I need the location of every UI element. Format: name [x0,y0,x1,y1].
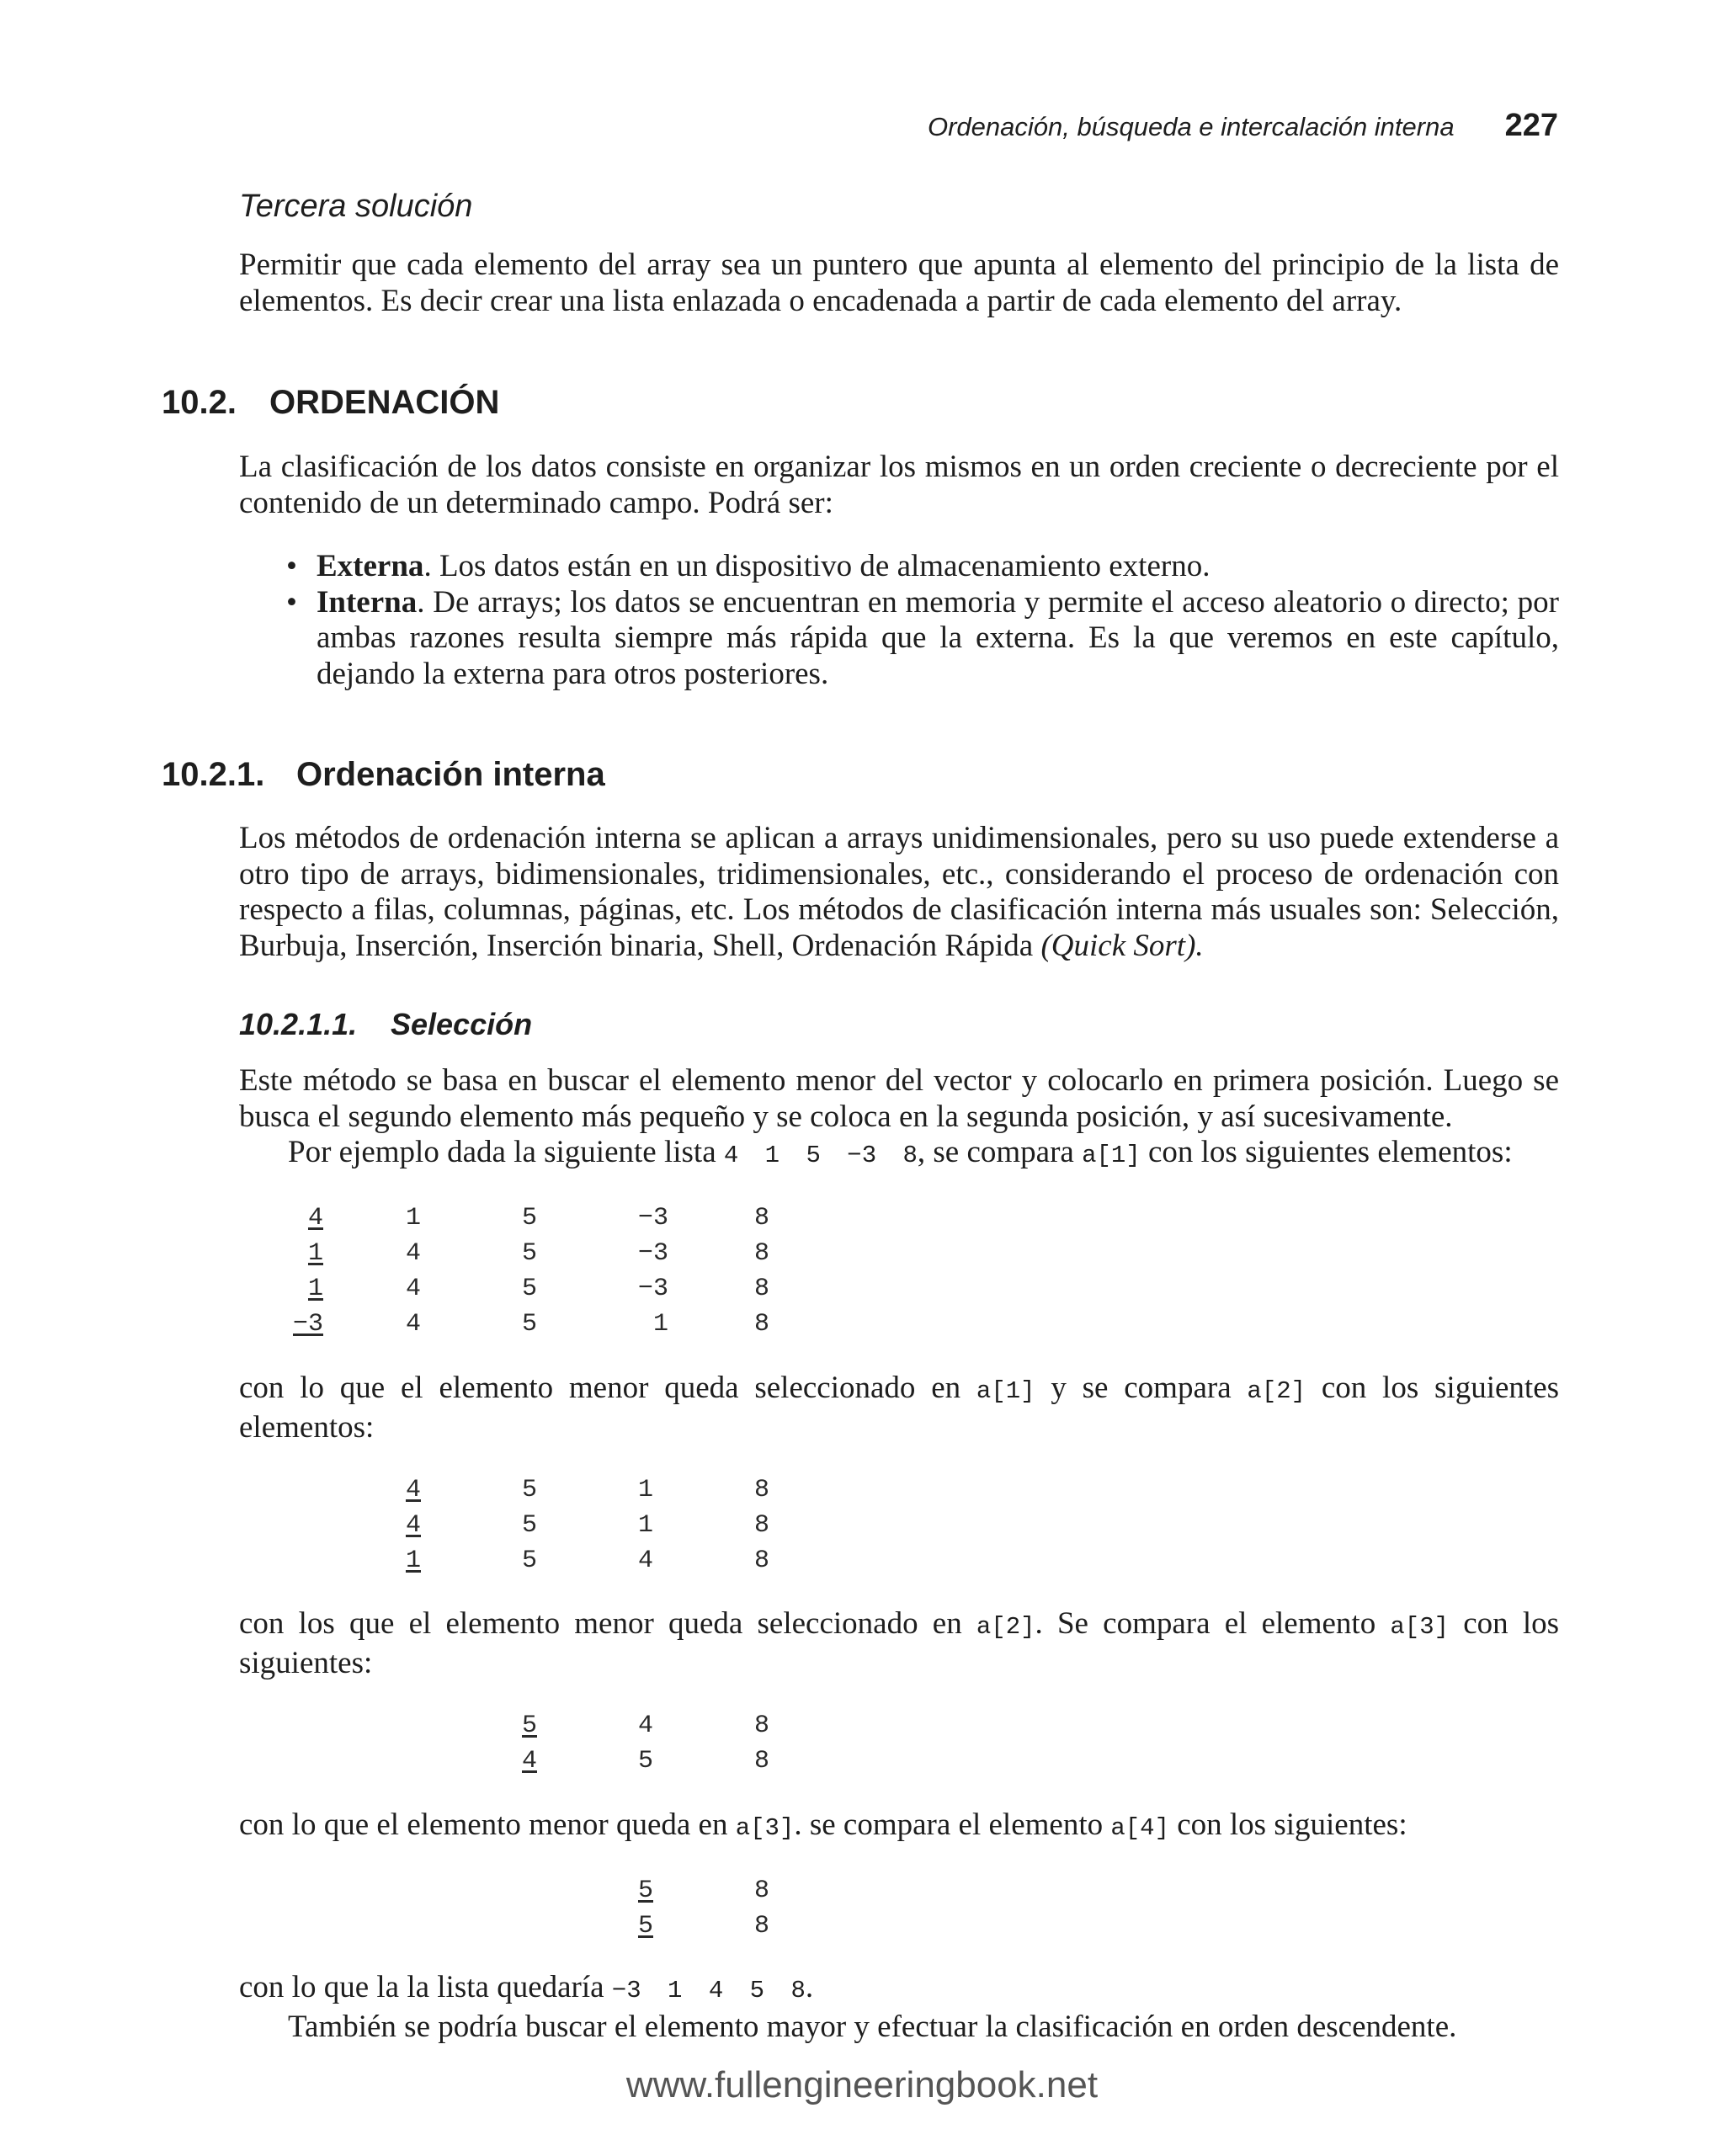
table-cell: 5 [521,1310,537,1339]
table-row [0,1912,1724,1946]
table-cell: 5 [521,1239,537,1268]
table-cell: 5 [637,1877,653,1905]
table-cell: 1 [307,1275,323,1303]
table-cell: 4 [637,1711,653,1740]
inline-code-ref: a[4] [1110,1814,1169,1842]
table-cell: 8 [753,1747,769,1775]
list-item [286,585,1559,693]
subsubsection-title: Selección [391,1007,533,1041]
paragraph-text: con los siguientes elementos: [239,1371,1560,1445]
table-row [0,1476,1724,1509]
paragraph-text: También se podría buscar el elemento mayor y efectuar la clasificación en orden descendente. [288,2009,1457,2044]
table-cell: −3 [637,1239,668,1268]
selection-table-3 [0,1711,1724,1787]
paragraph-text: con lo que el elemento menor queda seleccionado en [239,1371,961,1405]
table-row [0,1204,1724,1238]
table-cell: 8 [753,1310,769,1339]
paragraph-seleccion-3 [239,1606,1559,1681]
table-cell: 5 [521,1546,537,1575]
table-cell: 8 [753,1511,769,1540]
table-row [0,1310,1724,1344]
paragraph-text: con los siguientes: [239,1606,1559,1680]
inline-code-ref: a[3] [735,1814,795,1842]
table-cell: 4 [405,1511,421,1540]
table-cell: 8 [753,1275,769,1303]
table-cell: 1 [405,1204,421,1232]
table-cell: 4 [405,1239,421,1268]
subsection-heading-interna [162,756,605,794]
table-cell: −3 [637,1275,668,1303]
table-cell: 4 [405,1476,421,1504]
paragraph-seleccion-5 [239,1970,1559,2045]
table-cell: 4 [521,1747,537,1775]
table-cell: 5 [521,1275,537,1303]
selection-table-2 [0,1476,1724,1585]
paragraph-text: . Se compara el elemento [1035,1606,1376,1641]
bullet-term: Externa [317,549,424,583]
table-cell: 4 [637,1546,653,1575]
subsection-number: 10.2.1. [162,756,265,793]
paragraph-interna [239,821,1559,964]
table-cell: 4 [405,1310,421,1339]
table-cell: 1 [637,1476,653,1504]
table-row [0,1239,1724,1273]
section-number: 10.2. [162,384,237,421]
bullet-text: . Los datos están en un dispositivo de almacenamiento externo. [423,549,1211,583]
running-title: Ordenación, búsqueda e intercalación interna [928,112,1455,141]
paragraph-text: . [805,1970,814,2004]
table-cell: 4 [405,1275,421,1303]
inline-code-ref: a[2] [976,1613,1035,1641]
table-cell: 8 [753,1239,769,1268]
paragraph-text: , se compara [917,1135,1074,1169]
table-cell: −3 [292,1310,323,1339]
paragraph-text: Por ejemplo dada la siguiente lista [288,1135,716,1169]
bullet-text: . De arrays; los datos se encuentran en memoria y permite el acceso aleatorio o directo; por ambas razones resulta siempre más rápida que la externa. Es la que veremos en este capítulo, dejando la externa para otros posteriores. [317,584,1559,691]
selection-table-1 [0,1204,1724,1347]
paragraph-text: y se compara [1051,1371,1232,1405]
table-cell: 1 [637,1511,653,1540]
table-cell: 1 [652,1310,668,1339]
table-cell: 8 [753,1877,769,1905]
page-number: 227 [1504,108,1558,143]
inline-code-list: −3 1 4 5 8 [611,1977,806,2004]
table-row [0,1546,1724,1580]
paragraph-seleccion-4 [239,1807,1559,1847]
paragraph-ordenacion-intro: La clasificación de los datos consiste en organizar los mismos en un orden creciente o decreciente por el contenido de un determinado campo. Podrá ser: [239,450,1559,520]
table-cell: 8 [753,1476,769,1504]
paragraph-seleccion-1 [239,1063,1559,1174]
section-title: ORDENACIÓN [269,384,500,421]
paragraph-text: Los métodos de ordenación interna se aplican a arrays unidimensionales, pero su uso puede extenderse a otro tipo de arrays, bidimensionales, tridimensionales, etc., considerando el proceso de ordenación con respecto a filas, columnas, páginas, etc. Los métodos de clasificación interna más usuales son: Selección, Burbuja, Inserción, Inserción binaria, Shell, Ordenación Rápida [239,821,1559,963]
table-cell: 5 [521,1711,537,1740]
table-row [0,1711,1724,1745]
table-cell: 8 [753,1204,769,1232]
watermark-url: www.fullengineeringbook.net [625,2064,1099,2105]
paragraph-text: con los siguientes: [1177,1807,1407,1842]
inline-code-ref: a[3] [1390,1613,1450,1641]
table-cell: 8 [753,1912,769,1940]
inline-code-ref: a[1] [976,1377,1035,1405]
inline-code-ref: a[2] [1247,1377,1306,1405]
table-row [0,1275,1724,1308]
table-cell: 1 [307,1239,323,1268]
paragraph-italic: (Quick Sort). [1040,928,1204,963]
subsubsection-number: 10.2.1.1. [239,1007,358,1041]
subsection-title-tercera: Tercera solución [239,189,473,224]
table-cell: 1 [405,1546,421,1575]
list-item [286,549,1559,585]
running-head [0,108,1558,144]
table-cell: 5 [637,1747,653,1775]
selection-table-4 [0,1877,1724,1952]
section-heading-ordenacion [162,384,499,422]
paragraph-text: con los siguientes elementos: [1147,1135,1513,1169]
paragraph-seleccion-2 [239,1371,1559,1445]
inline-code-list: 4 1 5 −3 8 [723,1142,918,1169]
table-cell: 5 [521,1511,537,1540]
paragraph-tercera: Permitir que cada elemento del array sea un puntero que apunta al elemento del principio de la lista de elementos. Es decir crear una lista enlazada o encadenada a partir de cada elemento del array. [239,248,1559,318]
subsection-title: Ordenación interna [296,756,605,793]
table-cell: 8 [753,1546,769,1575]
table-row [0,1511,1724,1545]
table-cell: −3 [637,1204,668,1232]
table-row [0,1877,1724,1910]
paragraph-text: Este método se basa en buscar el elemento menor del vector y colocarlo en primera posición. Luego se busca el segundo elemento más pequeño y se coloca en la segunda posición, y así sucesivamente. [239,1063,1559,1134]
table-cell: 8 [753,1711,769,1740]
table-cell: 5 [521,1476,537,1504]
table-row [0,1747,1724,1781]
bullet-list [286,549,1559,692]
table-cell: 4 [307,1204,323,1232]
table-cell: 5 [521,1204,537,1232]
paragraph-text: con lo que la la lista quedaría [239,1970,604,2004]
paragraph-text: . se compara el elemento [794,1807,1104,1842]
inline-code-ref: a[1] [1082,1142,1141,1169]
table-cell: 5 [637,1912,653,1940]
subsubsection-heading-seleccion [239,1007,532,1042]
paragraph-text: con lo que el elemento menor queda en [239,1807,728,1842]
paragraph-text: con los que el elemento menor queda seleccionado en [239,1606,962,1641]
bullet-term: Interna [317,584,418,620]
